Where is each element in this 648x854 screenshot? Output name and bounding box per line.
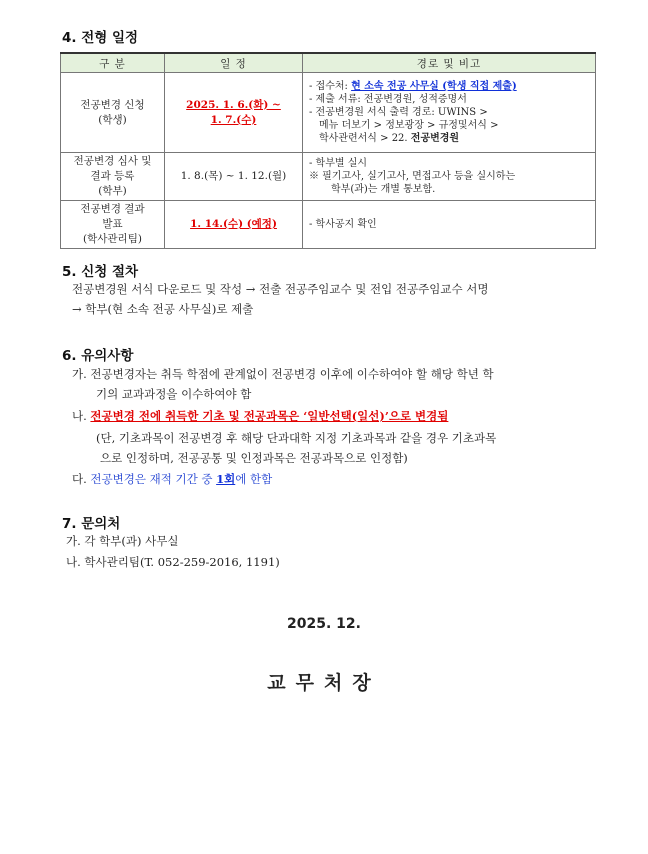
- section-6-item-b-note2: 으로 인정하며, 전공공통 및 인정과목은 전공과목으로 인정함): [100, 451, 408, 465]
- row3-date-text: 1. 14.(수) (예정): [190, 218, 277, 230]
- row1-note5-emph: 전공변경원: [410, 133, 460, 144]
- row1-notes: [303, 73, 596, 153]
- schedule-table: [60, 52, 596, 249]
- row3-category-line2: 발표: [102, 218, 123, 230]
- section-6-item-b-note1: (단, 기초과목이 전공변경 후 해당 단과대학 지정 기초과목과 같을 경우 기초과목: [96, 431, 497, 445]
- row1-note1-emph: 현 소속 전공 사무실 (학생 직접 제출): [351, 81, 517, 92]
- item-c-text1: 전공변경은 재적 기간 중: [90, 472, 217, 486]
- section-7-item-b: 나. 학사관리팀(T. 052-259-2016, 1191): [66, 555, 280, 569]
- section-5-title: 5. 신청 절차: [62, 264, 139, 280]
- section-7-title: 7. 문의처: [62, 516, 121, 532]
- item-c-prefix: 다.: [72, 472, 91, 486]
- row2-note1: - 학부별 실시: [309, 158, 368, 169]
- header-notes: 경로 및 비고: [303, 53, 596, 73]
- row2-date: 1. 8.(목) ~ 1. 12.(월): [165, 153, 303, 201]
- row2-category: [61, 153, 165, 201]
- row1-note3: - 전공변경원 서식 출력 경로: UWINS >: [309, 107, 488, 118]
- row1-note1-prefix: - 접수처:: [309, 81, 352, 92]
- item-b-prefix: 나.: [72, 409, 91, 423]
- row3-category: [61, 201, 165, 249]
- item-b-emph: 전공변경 전에 취득한 기초 및 전공과목은 ‘일반선택(일선)’으로 변경됨: [90, 409, 449, 423]
- section-7-item-a: 가. 각 학부(과) 사무실: [66, 534, 179, 548]
- row2-note3: 학부(과)는 개별 통보함.: [331, 184, 436, 195]
- row1-category-line2: (학생): [98, 113, 127, 126]
- row1-date-line2: 1. 7.(수): [210, 113, 257, 126]
- row1-date-line1: 2025. 1. 6.(화) ~: [186, 98, 281, 111]
- section-6-item-a-line2: 기의 교과과정을 이수하여야 함: [96, 387, 252, 401]
- row2-category-line1: 전공변경 심사 및: [73, 155, 152, 167]
- row3-note1: - 학사공지 확인: [303, 201, 596, 249]
- row2-category-line2: 결과 등록: [90, 170, 135, 182]
- row3-category-line1: 전공변경 결과: [80, 203, 145, 215]
- row3-date: [165, 201, 303, 249]
- section-6-item-b: [72, 406, 448, 426]
- row1-note5: [309, 132, 595, 145]
- header-schedule: 일 정: [165, 53, 303, 73]
- table-header-row: [61, 53, 596, 73]
- footer-date: 2025. 12.: [287, 616, 361, 632]
- row1-date: [165, 73, 303, 153]
- section-5-line1: 전공변경원 서식 다운로드 및 작성 → 전출 전공주임교수 및 전입 전공주임교수 서명: [72, 282, 489, 296]
- row1-note5-prefix: 학사관련서식 > 22.: [319, 133, 411, 144]
- footer-signature: 교무처장: [267, 672, 381, 694]
- row1-category-line1: 전공변경 신청: [80, 98, 145, 111]
- row1-note1: [309, 80, 595, 93]
- row1-note2: - 제출 서류: 전공변경원, 성적증명서: [309, 94, 467, 105]
- section-6-item-a-line1: 가. 전공변경자는 취득 학점에 관계없이 전공변경 이후에 이수하여야 할 해당 학년 학: [72, 367, 494, 381]
- row2-note2: ※ 필기고사, 실기고사, 면접고사 등을 실시하는: [309, 171, 516, 182]
- row3-category-line3: (학사관리팀): [83, 233, 142, 245]
- table-row: [61, 153, 596, 201]
- header-category: 구 분: [61, 53, 165, 73]
- item-c-emph: 1회: [216, 472, 236, 486]
- section-6-item-c: [72, 469, 272, 489]
- section-6-title: 6. 유의사항: [62, 348, 134, 364]
- table-row: [61, 73, 596, 153]
- table-row: [61, 201, 596, 249]
- section-4-title: 4. 전형 일정: [62, 30, 139, 46]
- row2-notes: [303, 153, 596, 201]
- row1-category: [61, 73, 165, 153]
- row2-category-line3: (학부): [98, 185, 127, 197]
- row1-note4: 메뉴 더보기 > 정보광장 > 규정및서식 >: [319, 120, 499, 131]
- section-5-line2: → 학부(현 소속 전공 사무실)로 제출: [72, 302, 254, 316]
- item-c-text2: 에 한함: [235, 472, 273, 486]
